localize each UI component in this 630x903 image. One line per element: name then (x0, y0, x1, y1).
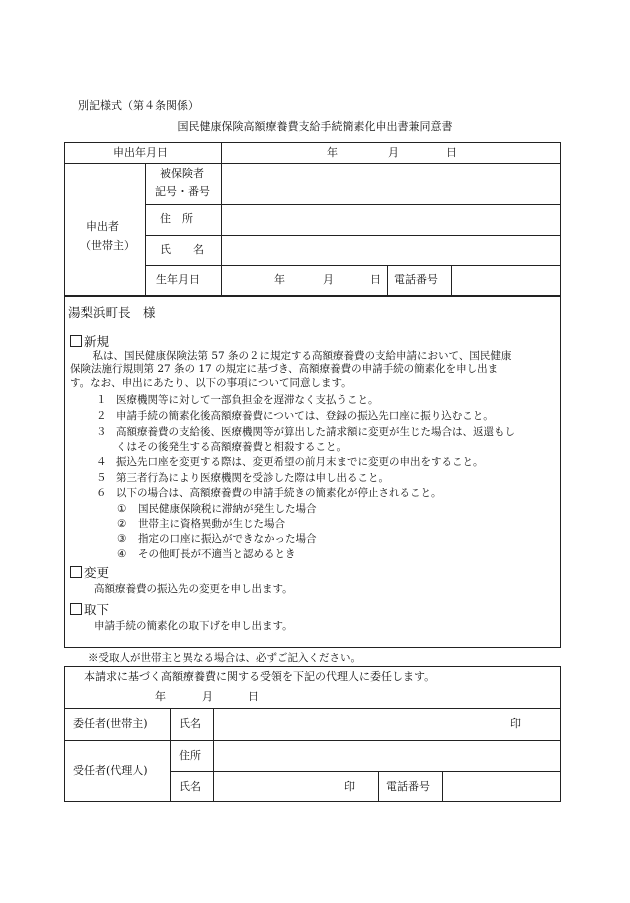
change-checkbox[interactable] (70, 566, 82, 578)
new-checkbox[interactable] (70, 335, 82, 347)
item-text: 申請手続の簡素化後高額療養費については、登録の振込先口座に振り込むこと。 (116, 410, 494, 422)
proxy-note: ※受取人が世帯主と異なる場合は、必ずご記入ください。 (88, 652, 361, 664)
paragraph-line: す。なお、申出にあたり、以下の事項について同意します。 (70, 376, 352, 389)
sub-item-text: 世帯主に資格異動が生じた場合 (138, 518, 285, 530)
item-number: ２ (96, 410, 107, 422)
delegate-phone-field[interactable] (443, 772, 560, 801)
sub-item-text: 指定の口座に振込ができなかった場合 (138, 533, 317, 545)
phone-field[interactable] (452, 266, 560, 295)
delegate-name-field[interactable] (214, 772, 342, 801)
address-field[interactable] (222, 205, 560, 234)
change-label: 変更 (84, 565, 110, 580)
new-paragraph (70, 350, 512, 390)
delegator-name-field[interactable] (214, 709, 504, 739)
delegation-day: 日 (248, 690, 259, 703)
item-number: １ (96, 394, 107, 406)
sub-item-number: ① (117, 503, 127, 515)
birth-day: 日 (370, 273, 381, 286)
date-year: 年 (327, 146, 338, 159)
delegator-seal: 印 (510, 717, 521, 730)
item-text: 第三者行為により医療機関を受診した際は申し出ること。 (116, 472, 389, 484)
item-text: 医療機関等に対して一部負担金を遅滞なく支払うこと。 (116, 394, 379, 406)
date-day: 日 (446, 146, 457, 159)
applicant-sublabel: （世帯主） (80, 239, 135, 252)
sub-item-number: ④ (117, 548, 127, 560)
withdraw-text: 申請手続の簡素化の取下げを申し出ます。 (94, 620, 293, 632)
delegate-address-label: 住所 (179, 749, 201, 762)
change-text: 高額療養費の振込先の変更を申し出ます。 (94, 583, 293, 595)
delegation-month: 月 (202, 690, 213, 703)
address-label: 住 所 (160, 212, 193, 225)
addressee: 湯梨浜町長 様 (68, 305, 156, 320)
date-month: 月 (388, 146, 399, 159)
form-number: 別記様式（第４条関係） (78, 99, 199, 112)
sub-item-text: 国民健康保険税に滞納が発生した場合 (138, 503, 317, 515)
birth-label: 生年月日 (156, 273, 200, 286)
date-label: 申出年月日 (113, 146, 168, 159)
delegate-address-field[interactable] (214, 741, 560, 770)
phone-label: 電話番号 (394, 273, 438, 286)
delegator-name-label: 氏名 (179, 717, 201, 730)
item-number: ３ (96, 426, 107, 438)
new-label: 新規 (84, 334, 110, 349)
sub-item-number: ③ (117, 533, 127, 545)
delegation-year: 年 (155, 690, 166, 703)
birth-month: 月 (323, 273, 334, 286)
item-text: くはその後発生する高額療養費と相殺すること。 (116, 441, 347, 453)
paragraph-line: 私は、国民健康保険法第 57 条の２に規定する高額療養費の支給申請において、国民健康 (82, 350, 512, 362)
item-text: 以下の場合は、高額療養費の申請手続きの簡素化が停止されること。 (116, 487, 442, 499)
withdraw-label: 取下 (84, 602, 110, 617)
insured-number-field[interactable] (222, 164, 560, 204)
delegate-name-label: 氏名 (179, 780, 201, 793)
applicant-label: 申出者 (86, 220, 119, 233)
name-field[interactable] (222, 236, 560, 264)
item-number: ４ (96, 456, 107, 468)
item-number: ５ (96, 472, 107, 484)
sub-item-number: ② (117, 518, 127, 530)
paragraph-line: 保険法施行規則第 27 条の 17 の規定に基づき、高額療養費の申請手続の簡素化を申し出ま (70, 363, 499, 376)
insured-label: 被保険者 (160, 167, 204, 180)
change-section-heading (70, 563, 109, 581)
delegation-statement: 本請求に基づく高額療養費に関する受領を下記の代理人に委任します。 (84, 670, 436, 683)
new-section-heading (70, 332, 109, 350)
name-label: 氏 名 (160, 243, 204, 256)
item-text: 振込先口座を変更する際は、変更希望の前月末までに変更の申出をすること。 (116, 456, 484, 468)
delegator-label: 委任者(世帯主) (73, 717, 148, 730)
delegate-seal: 印 (344, 780, 355, 793)
delegate-phone-label: 電話番号 (386, 780, 430, 793)
item-number: ６ (96, 487, 107, 499)
document-title: 国民健康保険高額療養費支給手続簡素化申出書兼同意書 (177, 120, 453, 133)
item-text: 高額療養費の支給後、医療機関等が算出した請求額に変更が生じた場合は、返還もし (116, 426, 515, 438)
insured-number-label: 記号・番号 (155, 185, 210, 198)
delegate-label: 受任者(代理人) (73, 764, 148, 777)
withdraw-section-heading (70, 600, 109, 618)
birth-year: 年 (274, 273, 285, 286)
sub-item-text: その他町長が不適当と認めるとき (138, 548, 296, 560)
withdraw-checkbox[interactable] (70, 603, 82, 615)
